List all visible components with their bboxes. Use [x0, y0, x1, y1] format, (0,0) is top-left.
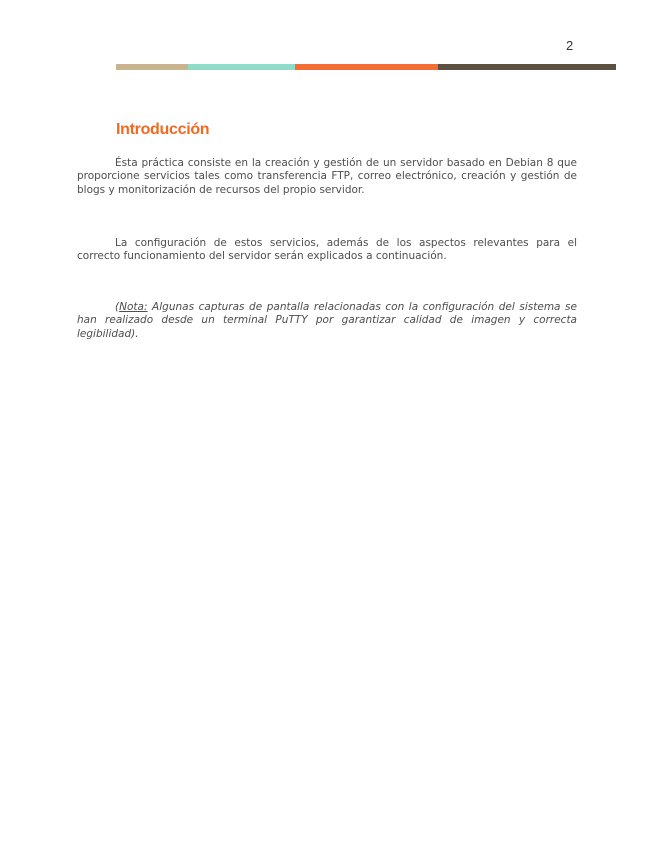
color-bar-segment-tan [116, 64, 188, 70]
color-bar-segment-orange [295, 64, 438, 70]
note-label: Nota: [119, 301, 148, 313]
note-text: Algunas capturas de pantalla relacionadas con la configuración del sistema se han realizado desde un terminal PuTTY por garantizar calidad de imagen y correcta legibilidad [77, 301, 577, 340]
intro-paragraph-1 [77, 157, 577, 197]
intro-paragraph-2 [77, 237, 577, 264]
page-number: 2 [566, 38, 574, 53]
color-bar-segment-mint [188, 64, 295, 70]
note-open-paren: ( [115, 301, 120, 313]
note-paragraph [77, 301, 577, 341]
intro-paragraph-1-text: Ésta práctica consiste en la creación y gestión de un servidor basado en Debian 8 que proporcione servicios tales como transferencia FTP, correo electrónico, creación y gestión de blogs y monitorización de recursos del propio servidor. [77, 157, 577, 196]
color-bar-segment-brown [438, 64, 616, 70]
header-color-bar [116, 64, 616, 70]
section-heading: Introducción [116, 121, 210, 138]
intro-paragraph-2-text: La configuración de estos servicios, además de los aspectos relevantes para el correcto funcionamiento del servidor serán explicados a continuación. [77, 237, 577, 263]
note-close: ). [131, 327, 139, 340]
